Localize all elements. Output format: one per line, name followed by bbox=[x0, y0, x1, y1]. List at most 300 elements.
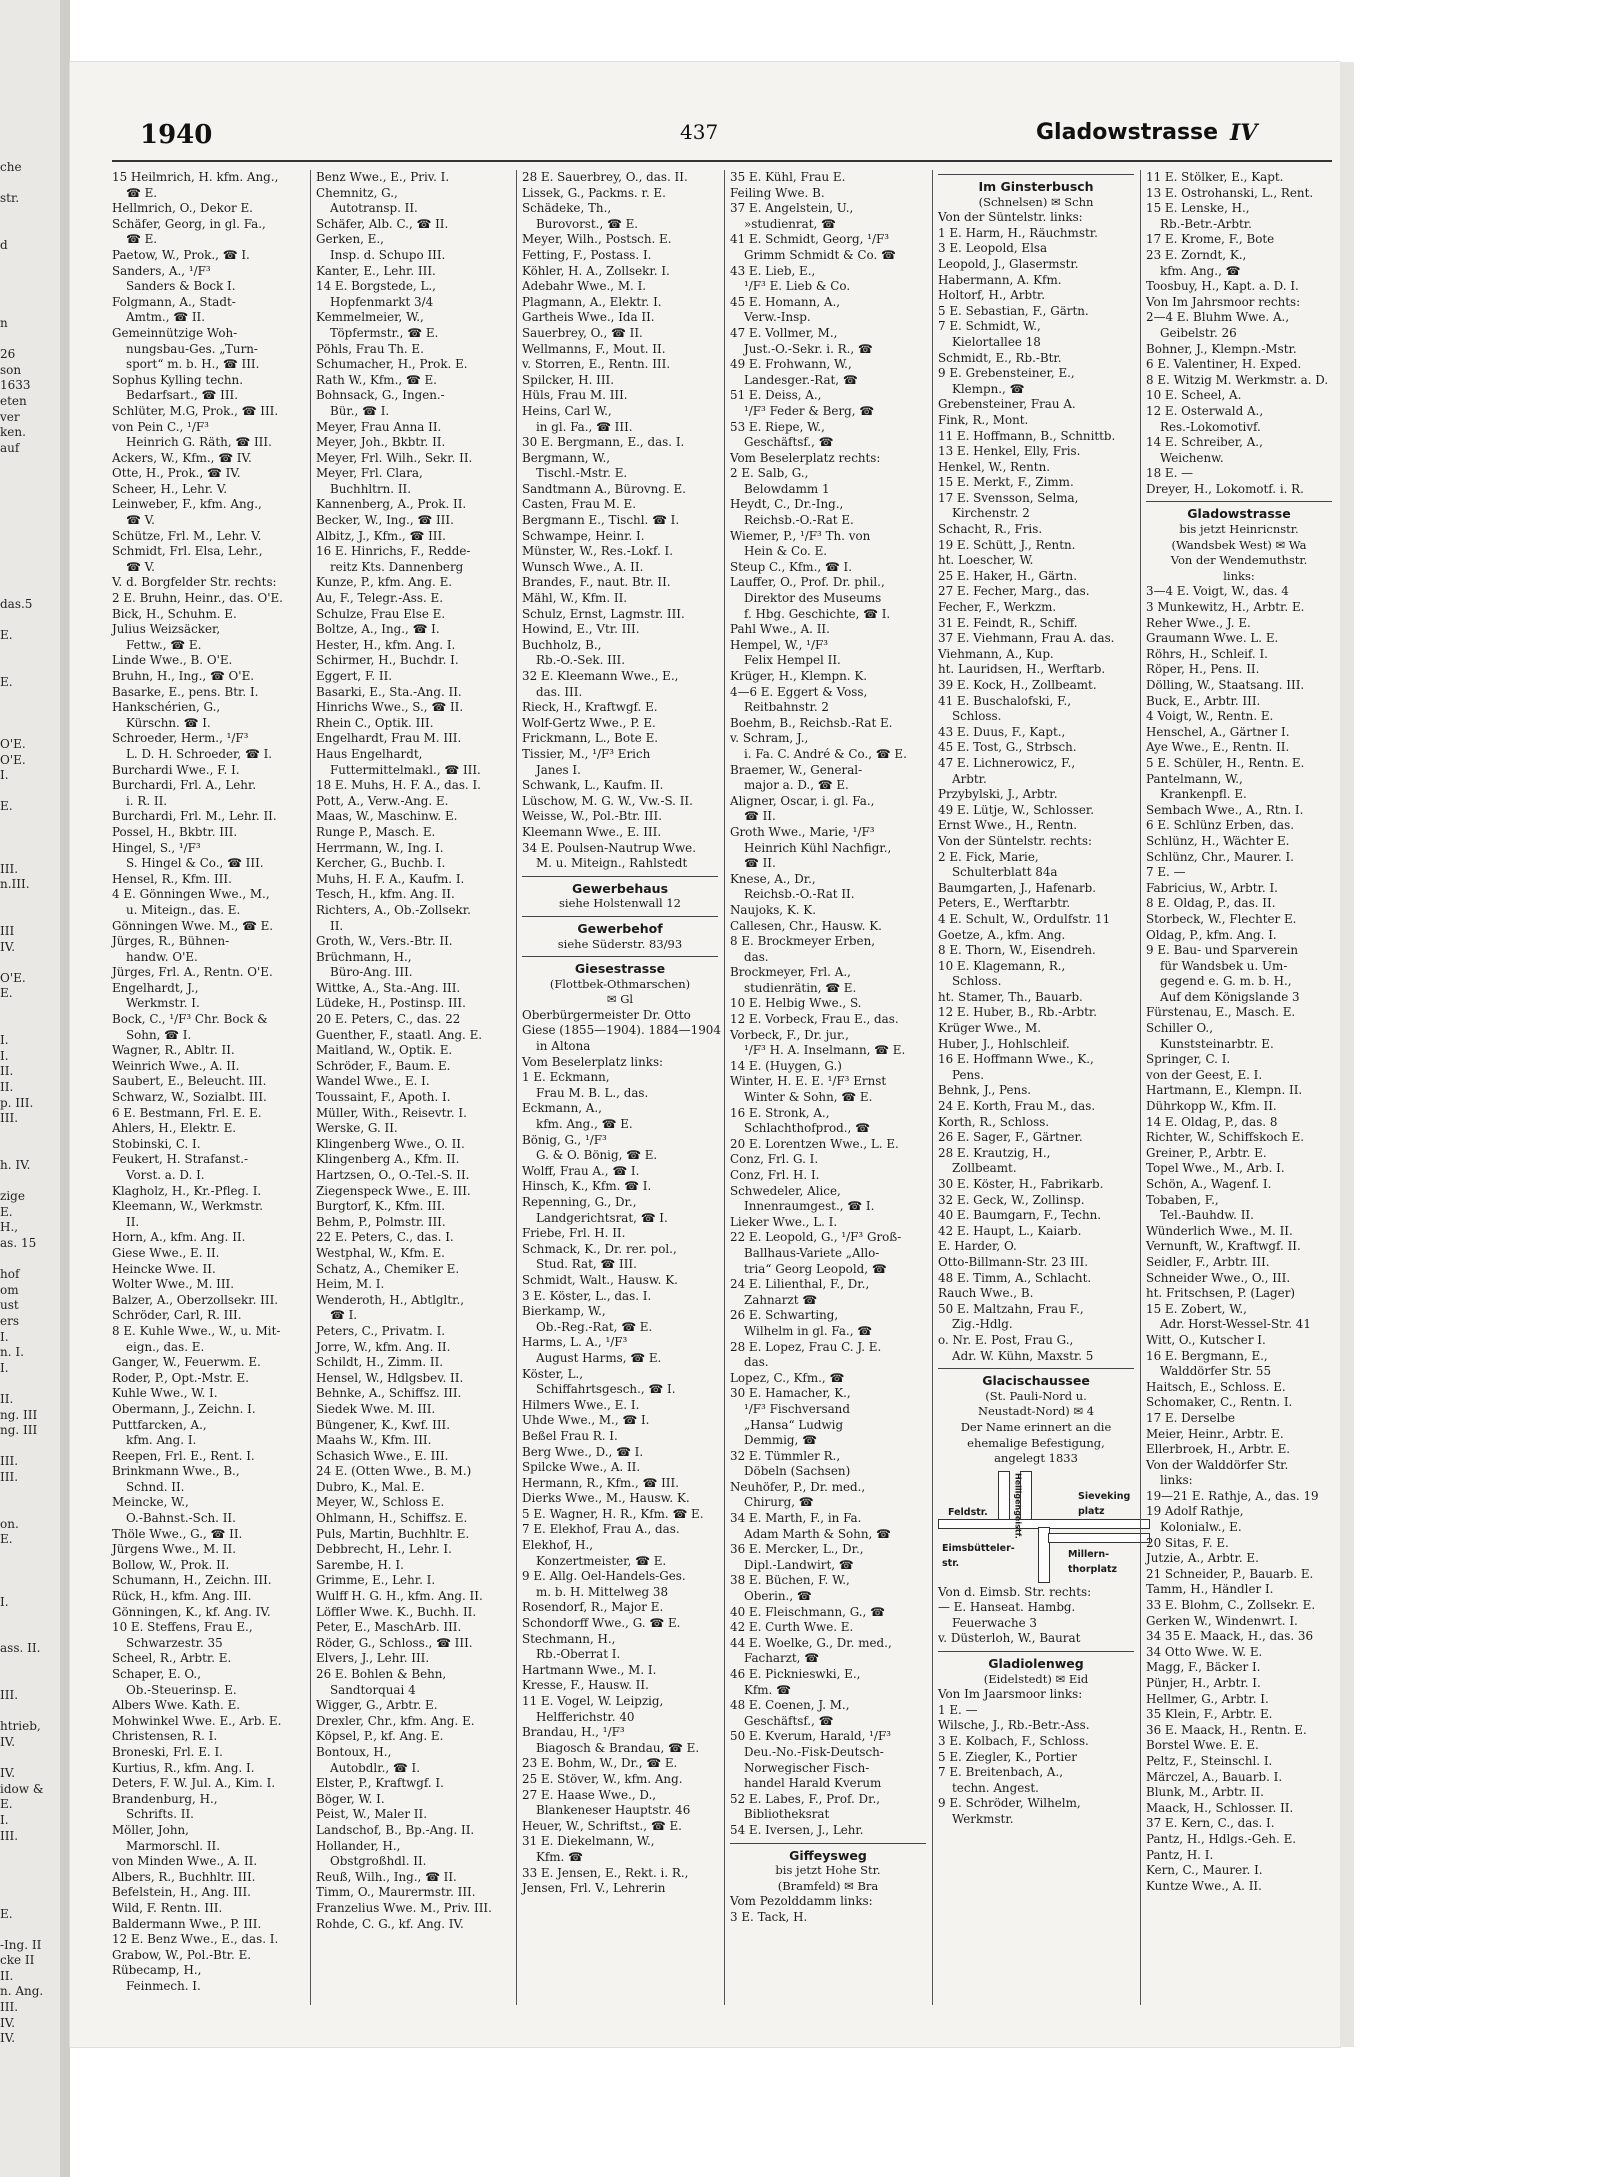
directory-entry: Aye Wwe., E., Rentn. II. bbox=[1146, 740, 1290, 755]
directory-entry: 23 E. Zorndt, K., bbox=[1146, 247, 1247, 262]
directory-entry: handel Harald Kverum bbox=[744, 1776, 882, 1791]
directory-entry: II. bbox=[126, 1214, 140, 1229]
directory-entry: 35 E. Kühl, Frau E. bbox=[730, 170, 846, 184]
directory-entry: Pott, A., Verw.-Ang. E. bbox=[316, 793, 449, 808]
fragment-line: -Ing. II bbox=[0, 1937, 42, 1952]
directory-entry: Feukert, H. Strafanst.- bbox=[112, 1152, 249, 1167]
directory-entry: Julius Weizsäcker, bbox=[112, 622, 221, 637]
directory-entry: Kfm. ☎ bbox=[744, 1682, 791, 1697]
directory-entry: Becker, W., Ing., ☎ III. bbox=[316, 513, 454, 528]
fragment-line: as. 15 bbox=[0, 1235, 37, 1250]
directory-entry: Frickmann, L., Bote E. bbox=[522, 731, 659, 746]
directory-entry: L. D. H. Schroeder, ☎ I. bbox=[126, 746, 273, 761]
directory-entry: Habermann, A. Kfm. bbox=[938, 272, 1062, 287]
directory-entry: Timm, O., Maurermstr. III. bbox=[316, 1885, 476, 1900]
column-divider bbox=[724, 170, 725, 2005]
directory-entry: ☎ II. bbox=[744, 809, 776, 824]
directory-entry: 9 E. Grebensteiner, E., bbox=[938, 366, 1075, 381]
directory-entry: Hensel, R., Kfm. III. bbox=[112, 871, 232, 886]
map-label: Sieveking platz bbox=[1078, 1490, 1131, 1518]
directory-entry: ¹/F³ E. Lieb & Co. bbox=[744, 279, 851, 294]
directory-entry: Insp. d. Schupo III. bbox=[330, 247, 446, 262]
directory-entry: Mähl, W., Kfm. II. bbox=[522, 591, 628, 606]
directory-entry: Oberbürgermeister Dr. Otto bbox=[522, 1007, 691, 1022]
directory-entry: 38 E. Büchen, F. W., bbox=[730, 1573, 850, 1588]
directory-entry: Pöhls, Frau Th. E. bbox=[316, 341, 424, 356]
directory-entry: Hinsch, K., Kfm. ☎ I. bbox=[522, 1179, 652, 1194]
directory-entry: Stobinski, C. I. bbox=[112, 1136, 201, 1151]
directory-entry: Rb.-Oberrat I. bbox=[536, 1647, 621, 1662]
fragment-line: I. bbox=[0, 1812, 9, 1827]
directory-entry: 27 E. Haase Wwe., D., bbox=[522, 1787, 657, 1802]
directory-entry: Henkel, W., Rentn. bbox=[938, 459, 1051, 474]
directory-entry: Reichsb.-O.-Rat E. bbox=[744, 513, 854, 528]
directory-entry: Kanter, E., Lehr. III. bbox=[316, 263, 436, 278]
directory-entry: Wellmanns, F., Mout. II. bbox=[522, 341, 666, 356]
directory-entry: Buchhltrn. II. bbox=[330, 481, 412, 496]
directory-entry: Braemer, W., General- bbox=[730, 762, 863, 777]
directory-entry: Mohwinkel Wwe. E., Arb. E. bbox=[112, 1713, 282, 1728]
directory-entry: ☎ I. bbox=[330, 1308, 358, 1323]
map-road bbox=[1048, 1533, 1150, 1543]
fragment-line bbox=[0, 487, 58, 503]
directory-entry: Brüchmann, H., bbox=[316, 949, 412, 964]
directory-entry: Felix Hempel II. bbox=[744, 653, 841, 668]
directory-entry: kfm. Ang., ☎ E. bbox=[536, 1117, 633, 1132]
directory-entry: Pens. bbox=[952, 1067, 985, 1082]
directory-entry: Fecher, F., Werkzm. bbox=[938, 600, 1057, 615]
directory-entry: 20 E. Lorentzen Wwe., L. E. bbox=[730, 1136, 899, 1151]
directory-entry: 20 E. Peters, C., das. 22 bbox=[316, 1012, 461, 1027]
directory-entry: Grebensteiner, Frau A. bbox=[938, 397, 1076, 412]
directory-entry: Peters, E., Werftarbtr. bbox=[938, 896, 1071, 911]
fragment-line: d bbox=[0, 237, 8, 252]
directory-entry: 3 E. Köster, L., das. I. bbox=[522, 1288, 652, 1303]
directory-entry: 43 E. Duus, F., Kapt., bbox=[938, 724, 1066, 739]
directory-entry: von Pein C., ¹/F³ bbox=[112, 419, 209, 434]
directory-entry: Sanders & Bock I. bbox=[126, 279, 236, 294]
directory-entry: Wigger, G., Arbtr. E. bbox=[316, 1698, 438, 1713]
street-note: (Eidelstedt) ✉ Eid bbox=[983, 1671, 1089, 1686]
directory-entry: Baumgarten, J., Hafenarb. bbox=[938, 880, 1097, 895]
directory-entry: 7 E. Elekhof, Frau A., das. bbox=[522, 1522, 680, 1537]
directory-entry: ☎ II. bbox=[744, 856, 776, 871]
directory-entry: Huber, J., Hohlschleif. bbox=[938, 1036, 1070, 1051]
directory-entry: 1 E. — bbox=[938, 1702, 978, 1717]
directory-entry: Marmorschl. II. bbox=[126, 1838, 221, 1853]
directory-entry: Groth, W., Vers.-Btr. II. bbox=[316, 934, 453, 949]
directory-entry: 36 E. Mercker, L., Dr., bbox=[730, 1542, 864, 1557]
directory-entry: 18 E. — bbox=[1146, 466, 1194, 481]
directory-entry: 3 Munkewitz, H., Arbtr. E. bbox=[1146, 600, 1305, 615]
directory-entry: 24 E. Korth, Frau M., das. bbox=[938, 1099, 1096, 1114]
directory-entry: Scheer, H., Lehr. V. bbox=[112, 481, 227, 496]
directory-entry: Richter, W., Schiffskoch E. bbox=[1146, 1130, 1305, 1145]
directory-entry: Hartzsen, O., O.-Tel.-S. II. bbox=[316, 1168, 470, 1182]
directory-entry: m. b. H. Mittelweg 38 bbox=[536, 1584, 669, 1599]
directory-entry: 28 E. Lopez, Frau C. J. E. bbox=[730, 1339, 882, 1354]
directory-entry: Schiller O., bbox=[1146, 1021, 1213, 1036]
directory-entry: Köhler, H. A., Zollsekr. I. bbox=[522, 263, 670, 278]
fragment-line: htrieb, bbox=[0, 1719, 41, 1734]
directory-entry: Bönig, G., ¹/F³ bbox=[522, 1132, 607, 1147]
directory-entry: Fürstenau, E., Masch. E. bbox=[1146, 1005, 1296, 1020]
directory-entry: 50 E. Kverum, Harald, ¹/F³ bbox=[730, 1729, 891, 1744]
directory-entry: ☎ E. bbox=[126, 232, 158, 247]
directory-entry: Norwegischer Fisch- bbox=[744, 1760, 870, 1775]
fragment-line bbox=[0, 1018, 58, 1034]
directory-entry: Schulterblatt 84a bbox=[952, 865, 1058, 880]
directory-entry: Lüschow, M. G. W., Vw.-S. II. bbox=[522, 793, 693, 808]
directory-entry: Tobaben, F., bbox=[1146, 1192, 1219, 1207]
directory-entry: Röhrs, H., Schleif. I. bbox=[1146, 646, 1268, 661]
directory-entry: Zahnarzt ☎ bbox=[744, 1292, 818, 1307]
directory-entry: Burchardi, Frl. A., Lehr. bbox=[112, 778, 257, 793]
directory-entry: Dierks Wwe., M., Hausw. K. bbox=[522, 1491, 690, 1506]
directory-entry: 32 E. Geck, W., Zollinsp. bbox=[938, 1192, 1085, 1207]
directory-entry: Hellmrich, O., Dekor E. bbox=[112, 201, 253, 216]
directory-entry: 37 E. Angelstein, U., bbox=[730, 201, 854, 216]
directory-entry: Klingenberg A., Kfm. II. bbox=[316, 1152, 460, 1167]
directory-entry: 8 E. Thorn, W., Eisendreh. bbox=[938, 943, 1096, 958]
directory-entry: Saubert, E., Beleucht. III. bbox=[112, 1074, 267, 1089]
fragment-line bbox=[0, 1891, 58, 1907]
directory-entry: Zig.-Hdlg. bbox=[952, 1317, 1013, 1332]
fragment-line: n bbox=[0, 315, 8, 330]
directory-entry: Gerken, E., bbox=[316, 232, 384, 247]
directory-entry: Heim, M. I. bbox=[316, 1277, 385, 1292]
fragment-line: 1633 bbox=[0, 378, 31, 393]
street-note: angelegt 1833 bbox=[994, 1451, 1078, 1466]
directory-entry: 41 E. Schmidt, Georg, ¹/F³ bbox=[730, 232, 889, 247]
directory-entry: Benz Wwe., E., Priv. I. bbox=[316, 170, 450, 184]
directory-entry: Debbrecht, H., Lehr. I. bbox=[316, 1542, 452, 1557]
directory-entry: Elvers, J., Lehr. III. bbox=[316, 1651, 430, 1666]
directory-entry: 12 E. Huber, B., Rb.-Arbtr. bbox=[938, 1005, 1098, 1020]
fragment-line bbox=[0, 1673, 58, 1689]
directory-entry: handw. O'E. bbox=[126, 949, 198, 964]
directory-entry: Innenraumgest., ☎ I. bbox=[744, 1199, 875, 1214]
street-heading: Gewerbehof bbox=[577, 920, 663, 936]
fragment-line: auf bbox=[0, 440, 20, 455]
fragment-line: str. bbox=[0, 191, 20, 206]
fragment-line bbox=[0, 1860, 58, 1876]
street-title: Gladowstrasse bbox=[1036, 120, 1219, 145]
directory-entry: Kolonialw., E. bbox=[1160, 1520, 1242, 1535]
directory-entry: Schiffahrtsgesch., ☎ I. bbox=[536, 1382, 676, 1397]
directory-entry: 12 E. Osterwald A., bbox=[1146, 403, 1264, 418]
fragment-line: om bbox=[0, 1282, 19, 1297]
column-divider bbox=[516, 170, 517, 2005]
directory-entry: Sophus Kylling techn. bbox=[112, 372, 243, 387]
directory-entry: Balzer, A., Oberzollsekr. III. bbox=[112, 1292, 279, 1307]
directory-entry: Jürges, Frl. A., Rentn. O'E. bbox=[112, 965, 273, 980]
directory-entry: Berg Wwe., D., ☎ I. bbox=[522, 1444, 644, 1459]
directory-entry: Bierkamp, W., bbox=[522, 1304, 606, 1319]
directory-entry: 9 E. Allg. Oel-Handels-Ges. bbox=[522, 1569, 686, 1584]
directory-entry: Jorre, W., kfm. Ang. II. bbox=[316, 1339, 451, 1354]
directory-entry: Leopold, J., Glasermstr. bbox=[938, 256, 1079, 271]
fragment-line bbox=[0, 254, 58, 270]
directory-entry: Rb.-O.-Sek. III. bbox=[536, 653, 626, 668]
fragment-line: ng. III bbox=[0, 1407, 38, 1422]
directory-entry: 14 E. Borgstede, L., bbox=[316, 279, 436, 294]
directory-entry: Schröder, F., Baum. E. bbox=[316, 1058, 451, 1073]
directory-entry: 26 E. Schwarting, bbox=[730, 1308, 839, 1323]
directory-entry: Reepen, Frl. E., Rent. I. bbox=[112, 1448, 255, 1463]
directory-entry: Spilcke Wwe., A. II. bbox=[522, 1460, 641, 1475]
directory-entry: 45 E. Homann, A., bbox=[730, 294, 841, 309]
directory-entry: Harms, L. A., ¹/F³ bbox=[522, 1335, 628, 1350]
directory-entry: Bruhn, H., Ing., ☎ O'E. bbox=[112, 669, 255, 683]
directory-entry: 49 E. Lütje, W., Schlosser. bbox=[938, 802, 1095, 817]
directory-entry: kfm. Ang. I. bbox=[126, 1433, 197, 1448]
fragment-line bbox=[0, 1501, 58, 1517]
directory-entry: Schmidt, E., Rb.-Btr. bbox=[938, 350, 1062, 365]
directory-entry: studienrätin, ☎ E. bbox=[744, 980, 857, 995]
directory-entry: Biagosch & Brandau, ☎ E. bbox=[536, 1740, 700, 1755]
directory-entry: Schlüter, M.G, Prok., ☎ III. bbox=[112, 403, 279, 418]
directory-entry: Werske, G. II. bbox=[316, 1121, 398, 1136]
directory-entry: 33 E. Jensen, E., Rekt. i. R., bbox=[522, 1865, 689, 1880]
directory-entry: Märczel, A., Bauarb. I. bbox=[1146, 1769, 1283, 1784]
directory-entry: Res.-Lokomotivf. bbox=[1160, 419, 1261, 434]
directory-entry: Röder, G., Schloss., ☎ III. bbox=[316, 1635, 473, 1650]
directory-entry: Feinmech. I. bbox=[126, 1978, 201, 1993]
fragment-line bbox=[0, 1563, 58, 1579]
directory-entry: Possel, H., Bkbtr. III. bbox=[112, 824, 238, 839]
directory-entry: ¹/F³ Fischversand bbox=[744, 1401, 850, 1416]
directory-entry: Ahlers, H., Elektr. E. bbox=[112, 1121, 237, 1136]
directory-entry: Henschel, A., Gärtner I. bbox=[1146, 724, 1290, 739]
column-divider bbox=[310, 170, 311, 2005]
directory-entry: Schmidt, Frl. Elsa, Lehr., bbox=[112, 544, 263, 559]
directory-entry: 22 E. Leopold, G., ¹/F³ Groß- bbox=[730, 1230, 902, 1245]
directory-entry: Schäfer, Georg, in gl. Fa., bbox=[112, 216, 266, 231]
directory-entry: 40 E. Fleischmann, G., ☎ bbox=[730, 1604, 885, 1619]
fragment-line bbox=[0, 176, 58, 192]
directory-entry: ¹/F³ H. A. Inselmann, ☎ E. bbox=[744, 1043, 906, 1058]
fragment-line: E. bbox=[0, 1532, 13, 1547]
directory-entry: 3 E. Tack, H. bbox=[730, 1909, 808, 1924]
directory-entry: Reichsb.-O.-Rat II. bbox=[744, 887, 855, 902]
directory-entry: Peist, W., Maler II. bbox=[316, 1807, 427, 1822]
directory-entry: Befelstein, H., Ang. III. bbox=[112, 1885, 251, 1900]
directory-entry: 24 E. (Otten Wwe., B. M.) bbox=[316, 1464, 472, 1479]
directory-entry: Jürgens Wwe., M. II. bbox=[112, 1542, 236, 1557]
directory-entry: 5 E. Sebastian, F., Gärtn. bbox=[938, 303, 1089, 318]
directory-entry: Lieker Wwe., L. I. bbox=[730, 1214, 838, 1229]
directory-entry: — E. Hanseat. Hambg. bbox=[938, 1600, 1076, 1615]
directory-entry: 23 E. Bohm, W., Dr., ☎ E. bbox=[522, 1756, 678, 1771]
directory-entry: Korth, R., Schloss. bbox=[938, 1114, 1050, 1129]
directory-entry: Arbtr. bbox=[952, 771, 987, 786]
directory-entry: Wolff, Frau A., ☎ I. bbox=[522, 1163, 640, 1178]
directory-entry: Von der Walddörfer Str. bbox=[1146, 1457, 1289, 1472]
directory-entry: Wilhelm in gl. Fa., ☎ bbox=[744, 1323, 873, 1338]
directory-entry: Weichenw. bbox=[1160, 450, 1224, 465]
directory-entry: 22 E. Peters, C., das. I. bbox=[316, 1230, 454, 1245]
fragment-line bbox=[0, 472, 58, 488]
directory-entry: Maas, W., Maschinw. E. bbox=[316, 809, 458, 824]
directory-entry: 2—4 E. Bluhm Wwe. A., bbox=[1146, 310, 1290, 325]
fragment-line: son bbox=[0, 362, 22, 377]
fragment-line bbox=[0, 534, 58, 550]
directory-entry: Feiling Wwe. B. bbox=[730, 185, 825, 200]
directory-entry: Wolter Wwe., M. III. bbox=[112, 1277, 235, 1292]
directory-entry: o. Nr. E. Post, Frau G., bbox=[938, 1332, 1074, 1347]
directory-entry: Kresse, F., Hausw. II. bbox=[522, 1678, 649, 1693]
directory-entry: Blankeneser Hauptstr. 46 bbox=[536, 1803, 691, 1818]
directory-entry: Brandes, F., naut. Btr. II. bbox=[522, 575, 671, 590]
fragment-line: E. bbox=[0, 627, 13, 642]
street-map bbox=[938, 1471, 1148, 1581]
fragment-line bbox=[0, 1610, 58, 1626]
directory-entry: Wiemer, P., ¹/F³ Th. von bbox=[730, 528, 871, 543]
directory-entry: Franzelius Wwe. M., Priv. III. bbox=[316, 1900, 492, 1915]
directory-entry: Autotransp. II. bbox=[330, 201, 418, 216]
directory-entry: Schaper, E. O., bbox=[112, 1667, 201, 1681]
directory-entry: Magg, F., Bäcker I. bbox=[1146, 1660, 1261, 1675]
directory-entry: Scheel, R., Arbtr. E. bbox=[112, 1651, 232, 1666]
directory-entry: Grabow, W., Pol.-Btr. E. bbox=[112, 1947, 252, 1962]
directory-entry: Löffler Wwe. K., Buchh. II. bbox=[316, 1604, 477, 1619]
directory-entry: in gl. Fa., ☎ III. bbox=[536, 419, 633, 434]
directory-entry: Bür., ☎ I. bbox=[330, 403, 390, 418]
directory-entry: Rath W., Kfm., ☎ E. bbox=[316, 372, 437, 387]
directory-entry: 24 E. Lilienthal, F., Dr., bbox=[730, 1277, 870, 1292]
directory-entry: 11 E. Vogel, W. Leipzig, bbox=[522, 1694, 664, 1708]
directory-entry: Sembach Wwe., A., Rtn. I. bbox=[1146, 802, 1304, 817]
directory-entry: V. d. Borgfelder Str. rechts: bbox=[112, 575, 277, 590]
directory-entry: 32 E. Kleemann Wwe., E., bbox=[522, 669, 679, 683]
fragment-line: H., bbox=[0, 1220, 19, 1235]
directory-entry: 11 E. Hoffmann, B., Schnittb. bbox=[938, 428, 1116, 443]
fragment-line: n. Ang. bbox=[0, 1984, 44, 1999]
directory-entry: Brinkmann Wwe., B., bbox=[112, 1464, 240, 1479]
directory-entry: Schlünz, Chr., Maurer. I. bbox=[1146, 849, 1294, 864]
section-rule bbox=[522, 956, 718, 957]
directory-entry: Schnd. II. bbox=[126, 1479, 185, 1494]
fragment-line bbox=[0, 1002, 58, 1018]
directory-entry: techn. Angest. bbox=[952, 1780, 1039, 1795]
directory-entry: Hüls, Frau M. III. bbox=[522, 388, 628, 403]
directory-entry: ☎ V. bbox=[126, 559, 155, 574]
directory-entry: Dreyer, H., Lokomotf. i. R. bbox=[1146, 481, 1304, 496]
fragment-line: ust bbox=[0, 1298, 19, 1313]
directory-entry: Puls, Martin, Buchhltr. E. bbox=[316, 1526, 470, 1541]
directory-entry: Albers Wwe. Kath. E. bbox=[112, 1698, 241, 1713]
directory-entry: Wild, F. Rentn. III. bbox=[112, 1900, 223, 1915]
directory-entry: Kleemann Wwe., E. III. bbox=[522, 824, 662, 839]
fragment-line: ass. II. bbox=[0, 1641, 41, 1656]
directory-entry: Von der Süntelstr. links: bbox=[938, 210, 1083, 225]
directory-entry: Grimme, E., Lehr. I. bbox=[316, 1573, 436, 1588]
directory-entry: Brandenburg, H., bbox=[112, 1791, 218, 1806]
directory-entry: 37 E. Viehmann, Frau A. das. bbox=[938, 631, 1115, 646]
directory-entry: Vernunft, W., Kraftwgf. II. bbox=[1146, 1239, 1301, 1254]
directory-entry: Schasich Wwe., E. III. bbox=[316, 1448, 449, 1463]
directory-entry: Rohde, C. G., kf. Ang. IV. bbox=[316, 1916, 464, 1931]
fragment-line bbox=[0, 285, 58, 301]
directory-entry: tria“ Georg Leopold, ☎ bbox=[744, 1261, 887, 1276]
directory-entry: Weisse, W., Pol.-Btr. III. bbox=[522, 809, 662, 824]
directory-entry: II. bbox=[330, 918, 344, 933]
directory-entry: Hensel, W., Hdlgsbev. II. bbox=[316, 1370, 464, 1385]
directory-entry: Krüger Wwe., M. bbox=[938, 1021, 1042, 1036]
directory-entry: 47 E. Lichnerowicz, F., bbox=[938, 755, 1076, 770]
street-note: ✉ Gl bbox=[606, 992, 634, 1007]
fragment-line: O'E. bbox=[0, 970, 26, 985]
street-note: bis jetzt Heinricnstr. bbox=[1179, 522, 1299, 537]
directory-entry: Hopfenmarkt 3/4 bbox=[330, 294, 434, 309]
directory-entry: 25 E. Haker, H., Gärtn. bbox=[938, 568, 1077, 583]
fragment-line: I. bbox=[0, 768, 9, 783]
directory-entry: Schloss. bbox=[952, 709, 1002, 724]
directory-entry: 7 E. Schmidt, W., bbox=[938, 319, 1041, 334]
directory-entry: Autobdlr., ☎ I. bbox=[330, 1760, 420, 1775]
directory-entry: Holtorf, H., Arbtr. bbox=[938, 288, 1046, 303]
directory-entry: 7 E. — bbox=[1146, 865, 1186, 880]
directory-entry: major a. D., ☎ E. bbox=[744, 778, 849, 793]
directory-entry: Springer, C. I. bbox=[1146, 1052, 1231, 1067]
directory-entry: 48 E. Timm, A., Schlacht. bbox=[938, 1270, 1092, 1285]
directory-entry: Direktor des Museums bbox=[744, 591, 882, 606]
directory-entry: Ob.-Reg.-Rat, ☎ E. bbox=[536, 1319, 653, 1334]
fragment-line: on. bbox=[0, 1516, 19, 1531]
section-rule bbox=[522, 876, 718, 877]
fragment-line: IV. bbox=[0, 939, 16, 954]
directory-entry: Amtm., ☎ II. bbox=[126, 310, 206, 325]
directory-entry: 21 Schneider, P., Bauarb. E. bbox=[1146, 1566, 1314, 1581]
directory-entry: Kirchenstr. 2 bbox=[952, 506, 1030, 521]
directory-entry: Hinrichs Wwe., S., ☎ II. bbox=[316, 700, 464, 715]
directory-entry: Gönningen, K., kf. Ang. IV. bbox=[112, 1604, 271, 1619]
directory-entry: Meyer, W., Schloss E. bbox=[316, 1495, 445, 1510]
fragment-line: II. bbox=[0, 1064, 14, 1079]
directory-entry: Schomaker, C., Rentn. I. bbox=[1146, 1395, 1293, 1410]
directory-entry: Maitland, W., Optik. E. bbox=[316, 1043, 453, 1058]
directory-entry: August Harms, ☎ E. bbox=[536, 1350, 662, 1365]
directory-entry: 3 E. Leopold, Elsa bbox=[938, 241, 1048, 256]
fragment-line bbox=[0, 1439, 58, 1455]
directory-entry: v. Düsterloh, W., Baurat bbox=[938, 1631, 1081, 1646]
directory-entry: Pantelmann, W., bbox=[1146, 771, 1243, 786]
directory-entry: Tissier, M., ¹/F³ Erich bbox=[522, 746, 651, 761]
directory-entry: Bedarfsart., ☎ III. bbox=[126, 388, 239, 403]
directory-entry: 10 E. Klagemann, R., bbox=[938, 958, 1066, 973]
map-label: Feldstr. bbox=[948, 1506, 988, 1518]
directory-entry: Spilcker, H. III. bbox=[522, 372, 615, 387]
directory-entry: 25 E. Stöver, W., kfm. Ang. bbox=[522, 1771, 683, 1786]
directory-entry: Bergmann, W., bbox=[522, 450, 611, 465]
directory-entry: Gemeinnützige Woh- bbox=[112, 325, 238, 340]
directory-entry: 34 Otto Wwe. W. E. bbox=[1146, 1644, 1263, 1659]
header-rule bbox=[112, 160, 1332, 162]
directory-entry: 31 E. Feindt, R., Schiff. bbox=[938, 615, 1078, 630]
directory-entry: 54 E. Iversen, J., Lehr. bbox=[730, 1822, 864, 1837]
directory-entry: Vom Pezolddamm links: bbox=[730, 1894, 873, 1909]
directory-entry: Vom Beselerplatz rechts: bbox=[730, 450, 881, 465]
fragment-line: II. bbox=[0, 1080, 14, 1095]
directory-entry: 50 E. Maltzahn, Frau F., bbox=[938, 1301, 1084, 1316]
directory-entry: Otto-Billmann-Str. 23 III. bbox=[938, 1254, 1088, 1269]
directory-entry: Jutzie, A., Arbtr. E. bbox=[1146, 1551, 1259, 1566]
directory-entry: Grimm Schmidt & Co. ☎ bbox=[744, 247, 896, 262]
directory-entry: Topel Wwe., M., Arb. I. bbox=[1146, 1161, 1285, 1176]
directory-entry: 18 E. Muhs, H. F. A., das. I. bbox=[316, 778, 481, 793]
directory-entry: 6 E. Bestmann, Frl. E. E. bbox=[112, 1105, 262, 1120]
